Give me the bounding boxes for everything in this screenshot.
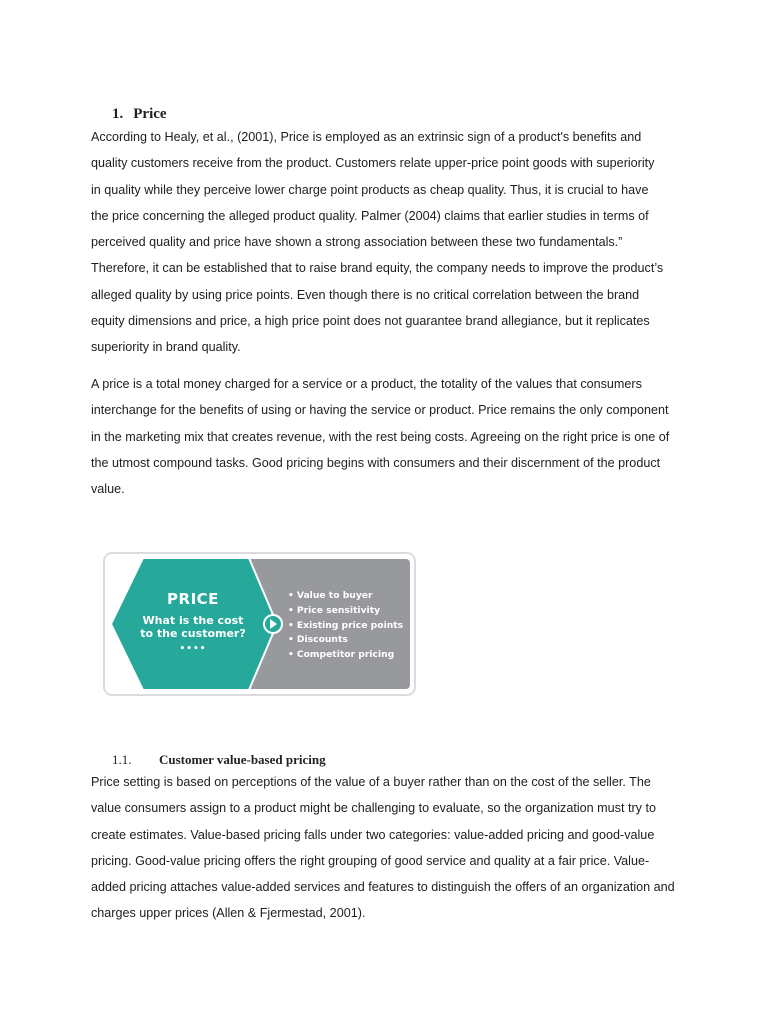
- factor-item: • Price sensitivity: [288, 604, 403, 619]
- factor-item: • Competitor pricing: [288, 648, 403, 663]
- section-heading-value-based-pricing: [112, 752, 326, 768]
- figure-question: [123, 614, 263, 640]
- figure-title: PRICE: [167, 590, 219, 608]
- section-title: Customer value-based pricing: [159, 752, 326, 767]
- section-number: 1.: [112, 106, 124, 122]
- text-line: quality customers receive from the product. Customers relate upper-price point goods with superiority: [91, 156, 655, 171]
- section-title: Price: [133, 106, 167, 122]
- paragraph-price-definition: [91, 124, 691, 361]
- text-line: the price concerning the alleged product quality. Palmer (2004) claims that earlier studies in terms of: [91, 208, 649, 223]
- section-number: 1.1.: [112, 752, 132, 767]
- paragraph-value-based-pricing: [91, 769, 691, 927]
- text-line: interchange for the benefits of using or having the service or product. Price remains the only component: [91, 403, 669, 418]
- text-line: added pricing attaches value-added services and features to distinguish the offers of an organization and: [91, 880, 675, 895]
- text-line: alleged quality by using price points. Even though there is no critical correlation between the brand: [91, 287, 640, 302]
- paragraph-price-marketing-mix: [91, 371, 691, 502]
- text-line: charges upper prices (Allen & Fjermestad, 2001).: [91, 906, 366, 921]
- section-heading-price: [112, 106, 167, 123]
- text-line: value consumers assign to a product might be challenging to evaluate, so the organization must try to: [91, 801, 656, 816]
- text-line: pricing. Good-value pricing offers the right grouping of good service and quality at a fair price. Value-: [91, 853, 650, 868]
- text-line: Price setting is based on perceptions of the value of a buyer rather than on the cost of the seller. The: [91, 775, 651, 789]
- text-line: create estimates. Value-based pricing falls under two categories: value-added pricing and good-value: [91, 827, 655, 842]
- text-line: in the marketing mix that creates revenue, with the rest being costs. Agreeing on the right price is one of: [91, 429, 670, 444]
- price-infographic: [103, 552, 416, 696]
- text-line: perceived quality and price have shown a strong association between these two fundamentals.”: [91, 235, 623, 250]
- text-line: value.: [91, 482, 125, 497]
- text-line: A price is a total money charged for a service or a product, the totality of the values that consumers: [91, 377, 642, 391]
- text-line: in quality while they perceive lower charge point products as cheap quality. Thus, it is crucial to have: [91, 182, 649, 197]
- text-line: superiority in brand quality.: [91, 340, 241, 355]
- play-arrow-icon: [264, 615, 282, 633]
- text-line: Therefore, it can be established that to raise brand equity, the company needs to improve the product’s: [91, 261, 664, 276]
- text-line: According to Healy, et al., (2001), Price is employed as an extrinsic sign of a product's benefits and: [91, 130, 642, 144]
- figure-question-line: What is the cost: [142, 614, 244, 627]
- factor-item: • Existing price points: [288, 619, 403, 634]
- text-line: the utmost compound tasks. Good pricing begins with consumers and their discernment of the product: [91, 455, 661, 470]
- text-line: equity dimensions and price, a high price point does not guarantee brand allegiance, but it replicates: [91, 314, 650, 329]
- figure-question-line: to the customer?: [140, 627, 246, 640]
- figure-factor-list: [288, 589, 403, 663]
- figure-dots: ••••: [179, 644, 207, 654]
- factor-item: • Discounts: [288, 633, 403, 648]
- factor-item: • Value to buyer: [288, 589, 403, 604]
